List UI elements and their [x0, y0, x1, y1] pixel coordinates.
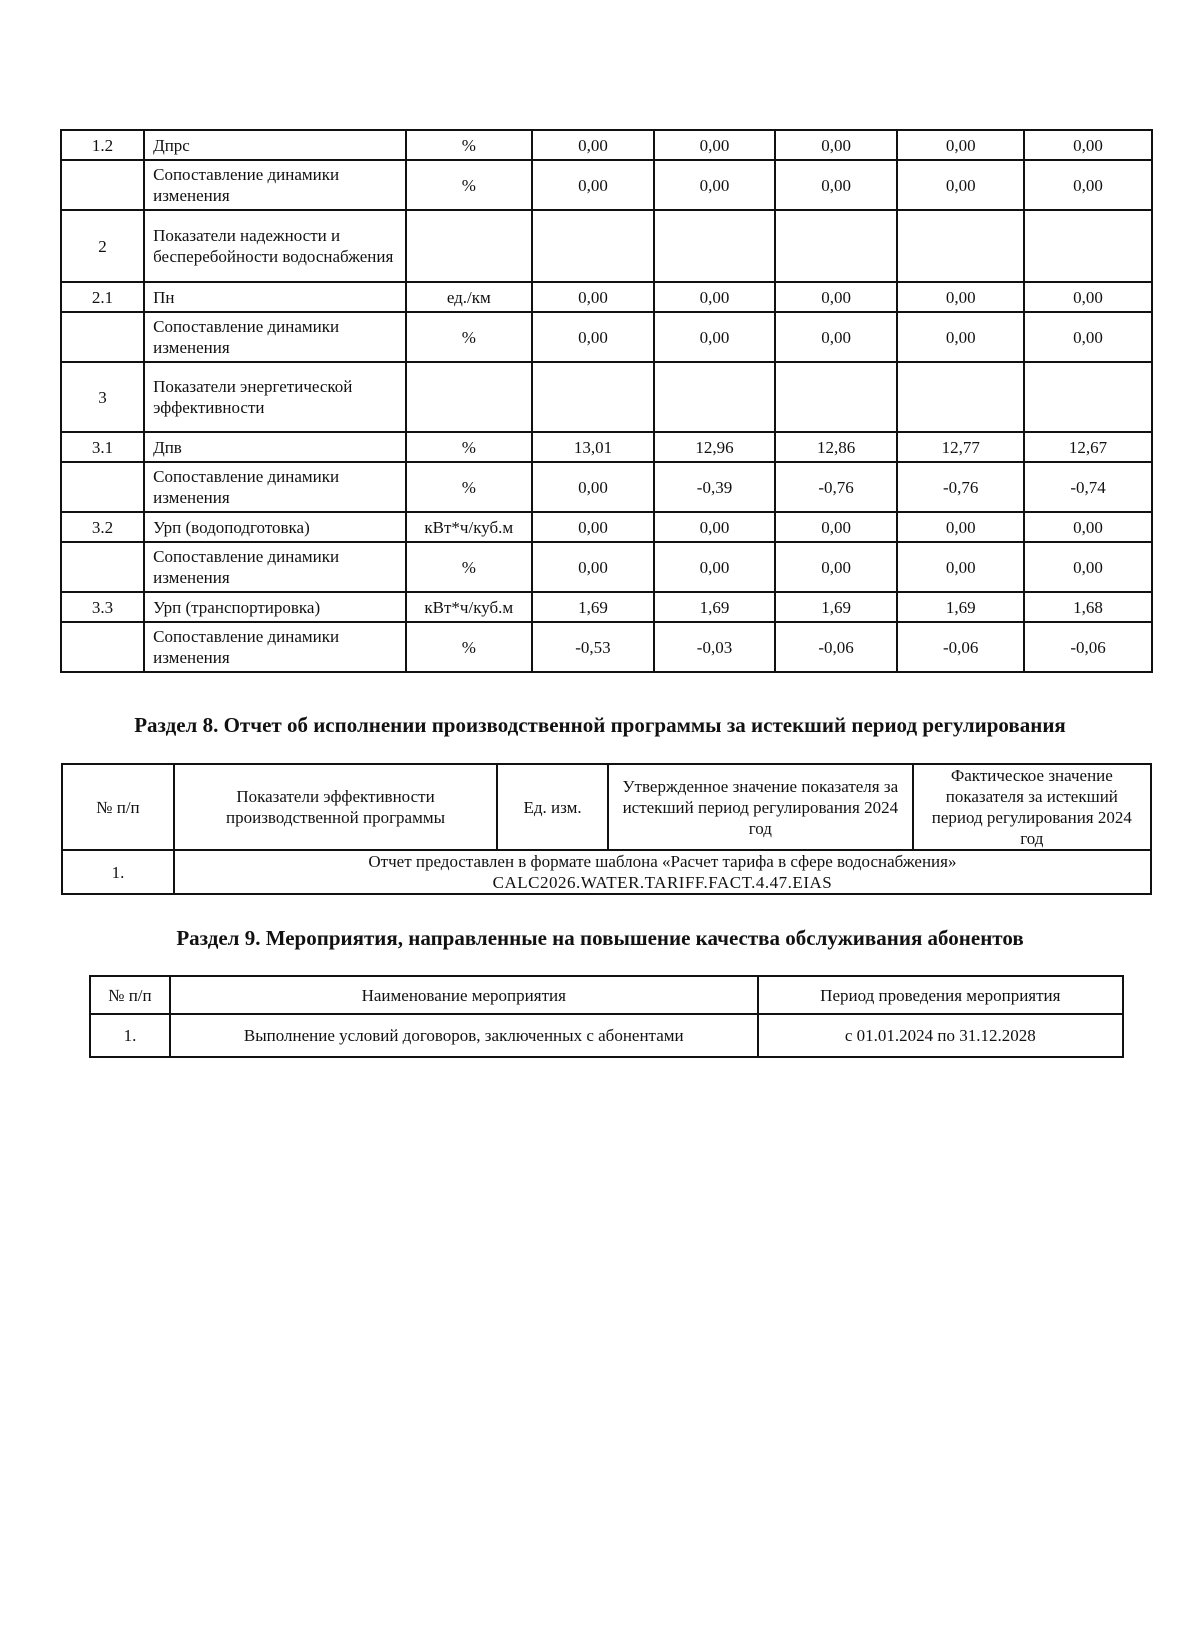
indicator-unit: % [406, 432, 532, 462]
indicator-unit: кВт*ч/куб.м [406, 592, 532, 622]
indicator-value [1024, 210, 1152, 282]
indicator-unit: % [406, 130, 532, 160]
indicator-value: 0,00 [775, 282, 898, 312]
indicator-value: 0,00 [654, 282, 775, 312]
indicator-value: 1,69 [897, 592, 1024, 622]
indicator-row [61, 362, 1152, 432]
indicator-name: Показатели энергетической эффективности [144, 362, 406, 432]
indicator-name: Сопоставление динамики изменения [144, 312, 406, 362]
indicator-num: 3.2 [61, 512, 144, 542]
indicator-value: 1,69 [654, 592, 775, 622]
indicator-unit: ед./км [406, 282, 532, 312]
header-actual-value: Фактическое значение показателя за истекший период регулирования 2024 год [913, 764, 1151, 850]
indicator-unit [406, 362, 532, 432]
indicator-value: 0,00 [1024, 512, 1152, 542]
indicator-value: 0,00 [1024, 542, 1152, 592]
header-measure-name: Наименование мероприятия [170, 976, 758, 1014]
indicator-value: -0,39 [654, 462, 775, 512]
header-num: № п/п [62, 764, 174, 850]
indicator-value [775, 362, 898, 432]
indicator-value: 0,00 [654, 512, 775, 542]
indicator-value: 0,00 [1024, 312, 1152, 362]
indicator-value [532, 362, 655, 432]
section-8-header-row [62, 764, 1151, 850]
indicator-row [61, 160, 1152, 210]
indicator-value: 0,00 [532, 312, 655, 362]
indicator-value: 12,86 [775, 432, 898, 462]
indicator-value: -0,53 [532, 622, 655, 672]
indicator-value: 0,00 [775, 130, 898, 160]
indicator-value: 0,00 [1024, 130, 1152, 160]
indicator-name: Урп (транспортировка) [144, 592, 406, 622]
indicator-value [775, 210, 898, 282]
indicator-row [61, 512, 1152, 542]
indicator-num [61, 160, 144, 210]
indicator-num: 3.1 [61, 432, 144, 462]
header-num: № п/п [90, 976, 170, 1014]
indicator-name: Пн [144, 282, 406, 312]
indicator-value: 0,00 [654, 130, 775, 160]
section-8-table [61, 763, 1152, 895]
indicator-value: 0,00 [654, 542, 775, 592]
header-unit: Ед. изм. [497, 764, 608, 850]
measure-period: с 01.01.2024 по 31.12.2028 [758, 1014, 1123, 1057]
indicator-num [61, 462, 144, 512]
indicator-row [61, 210, 1152, 282]
indicator-value: 12,67 [1024, 432, 1152, 462]
section-9-table [89, 975, 1124, 1058]
measure-name: Выполнение условий договоров, заключенных с абонентами [170, 1014, 758, 1057]
indicator-name: Сопоставление динамики изменения [144, 160, 406, 210]
indicator-value: -0,76 [775, 462, 898, 512]
indicator-value: 0,00 [897, 512, 1024, 542]
indicator-unit: % [406, 542, 532, 592]
indicator-value: 0,00 [532, 542, 655, 592]
section-8-row [62, 850, 1151, 894]
indicator-value: -0,06 [1024, 622, 1152, 672]
indicator-value: 0,00 [1024, 282, 1152, 312]
indicator-value: -0,06 [775, 622, 898, 672]
indicator-name: Урп (водоподготовка) [144, 512, 406, 542]
indicator-value: 0,00 [775, 312, 898, 362]
indicator-value: 1,69 [775, 592, 898, 622]
indicator-value [532, 210, 655, 282]
indicator-name: Сопоставление динамики изменения [144, 622, 406, 672]
indicator-value [654, 362, 775, 432]
indicator-unit: % [406, 160, 532, 210]
report-template-code: CALC2026.WATER.TARIFF.FACT.4.47.EIAS [492, 873, 833, 892]
indicator-value: -0,03 [654, 622, 775, 672]
row-num: 1. [90, 1014, 170, 1057]
indicator-value: -0,06 [897, 622, 1024, 672]
indicator-value: 0,00 [897, 542, 1024, 592]
indicator-row [61, 282, 1152, 312]
section-9-header-row [90, 976, 1123, 1014]
section-9-row [90, 1014, 1123, 1057]
indicator-value [897, 210, 1024, 282]
indicator-value: 0,00 [1024, 160, 1152, 210]
row-num: 1. [62, 850, 174, 894]
indicator-name: Дпрс [144, 130, 406, 160]
indicator-row [61, 592, 1152, 622]
indicator-value: 0,00 [897, 130, 1024, 160]
indicator-value: 12,96 [654, 432, 775, 462]
indicator-num: 3.3 [61, 592, 144, 622]
indicator-unit: % [406, 462, 532, 512]
indicator-value: 0,00 [775, 542, 898, 592]
indicator-num [61, 622, 144, 672]
section-9-title: Раздел 9. Мероприятия, направленные на повышение качества обслуживания абонентов [176, 926, 1024, 950]
indicator-value: 1,69 [532, 592, 655, 622]
indicator-value [654, 210, 775, 282]
indicator-row [61, 542, 1152, 592]
indicator-value: 0,00 [775, 160, 898, 210]
indicator-row [61, 130, 1152, 160]
indicator-row [61, 622, 1152, 672]
indicator-unit: кВт*ч/куб.м [406, 512, 532, 542]
indicator-value: 0,00 [532, 462, 655, 512]
indicator-name: Сопоставление динамики изменения [144, 462, 406, 512]
indicator-value: 1,68 [1024, 592, 1152, 622]
indicator-value: 0,00 [897, 282, 1024, 312]
indicator-name: Дпв [144, 432, 406, 462]
indicator-name: Сопоставление динамики изменения [144, 542, 406, 592]
indicator-value: 12,77 [897, 432, 1024, 462]
indicator-unit: % [406, 622, 532, 672]
indicator-value: 0,00 [532, 130, 655, 160]
header-indicators: Показатели эффективности производственной программы [174, 764, 497, 850]
section-8-title: Раздел 8. Отчет об исполнении производственной программы за истекший период регулирования [134, 713, 1066, 737]
indicator-row [61, 432, 1152, 462]
indicator-value: 0,00 [897, 160, 1024, 210]
indicator-value: 13,01 [532, 432, 655, 462]
indicator-row [61, 312, 1152, 362]
indicator-value: -0,74 [1024, 462, 1152, 512]
indicator-row [61, 462, 1152, 512]
indicator-num [61, 542, 144, 592]
indicator-value: 0,00 [897, 312, 1024, 362]
indicator-num: 2.1 [61, 282, 144, 312]
header-approved-value: Утвержденное значение показателя за истекший период регулирования 2024 год [608, 764, 913, 850]
report-note-line-1: Отчет предоставлен в формате шаблона «Расчет тарифа в сфере водоснабжения» [368, 852, 957, 871]
indicator-value: -0,76 [897, 462, 1024, 512]
indicator-name: Показатели надежности и бесперебойности водоснабжения [144, 210, 406, 282]
indicator-num: 3 [61, 362, 144, 432]
indicator-value: 0,00 [532, 282, 655, 312]
indicator-value [897, 362, 1024, 432]
report-note [174, 850, 1151, 894]
indicator-num: 2 [61, 210, 144, 282]
indicator-unit [406, 210, 532, 282]
header-period: Период проведения мероприятия [758, 976, 1123, 1014]
indicator-unit: % [406, 312, 532, 362]
indicator-value [1024, 362, 1152, 432]
indicators-table [60, 129, 1153, 673]
indicator-value: 0,00 [775, 512, 898, 542]
indicator-num: 1.2 [61, 130, 144, 160]
indicator-value: 0,00 [654, 312, 775, 362]
indicator-value: 0,00 [532, 160, 655, 210]
indicator-value: 0,00 [654, 160, 775, 210]
indicator-num [61, 312, 144, 362]
indicator-value: 0,00 [532, 512, 655, 542]
